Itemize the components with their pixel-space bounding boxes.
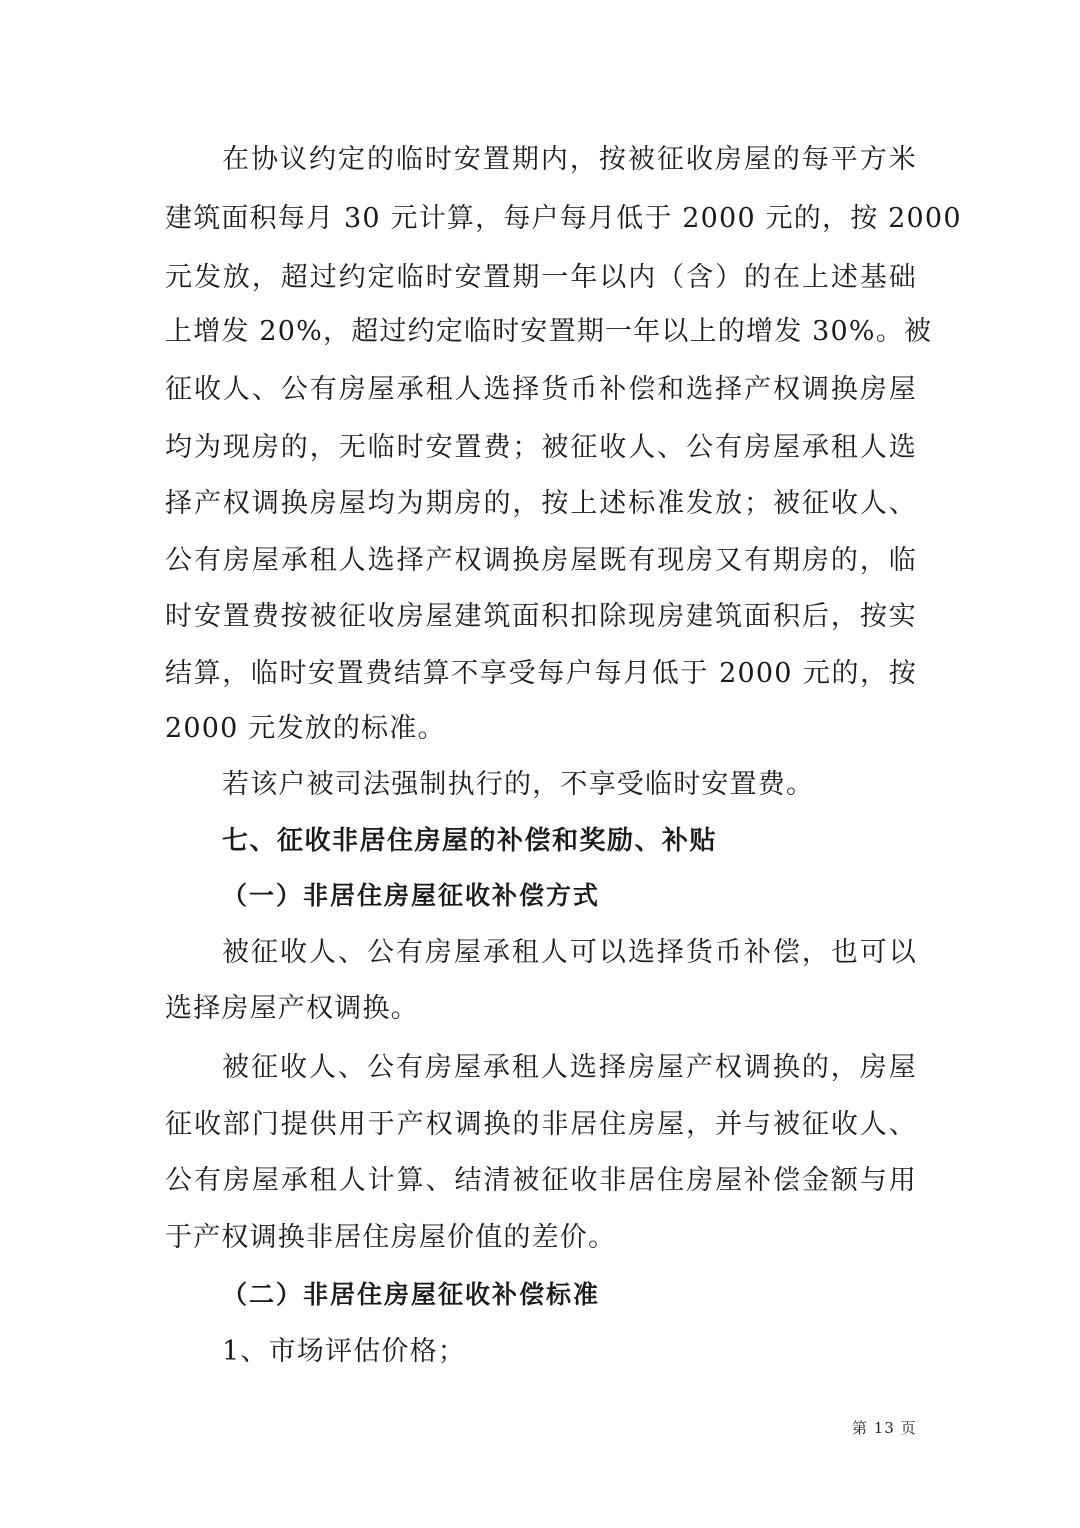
paragraph-1-line-11: 2000 元发放的标准。 — [165, 713, 446, 744]
paragraph-2: 若该户被司法强制执行的，不享受临时安置费。 — [222, 769, 815, 800]
paragraph-1-line-2: 建筑面积每月 30 元计算，每户每月低于 2000 元的，按 2000 — [165, 203, 962, 234]
paragraph-3-line-2: 选择房屋产权调换。 — [165, 993, 419, 1024]
paragraph-4-line-1: 被征收人、公有房屋承租人选择房屋产权调换的，房屋 — [222, 1052, 917, 1083]
paragraph-1-line-10: 结算，临时安置费结算不享受每户每月低于 2000 元的，按 — [165, 658, 917, 689]
paragraph-4-line-2: 征收部门提供用于产权调换的非居住房屋，并与被征收人、 — [165, 1109, 917, 1140]
paragraph-1-line-6: 均为现房的，无临时安置费；被征收人、公有房屋承租人选 — [165, 432, 917, 463]
page-number: 第 13 页 — [852, 1419, 917, 1437]
paragraph-4-line-3: 公有房屋承租人计算、结清被征收非居住房屋补偿金额与用 — [165, 1165, 917, 1196]
paragraph-1-line-7: 择产权调换房屋均为期房的，按上述标准发放；被征收人、 — [165, 488, 917, 519]
paragraph-1-line-1: 在协议约定的临时安置期内，按被征收房屋的每平方米 — [222, 144, 917, 175]
subsection-1-heading: （一）非居住房屋征收补偿方式 — [222, 881, 601, 910]
list-item-1: 1、市场评估价格； — [222, 1336, 466, 1367]
paragraph-1-line-9: 时安置费按被征收房屋建筑面积扣除现房建筑面积后，按实 — [165, 601, 917, 632]
paragraph-1-line-3: 元发放，超过约定临时安置期一年以内（含）的在上述基础 — [165, 262, 917, 293]
paragraph-1-line-5: 征收人、公有房屋承租人选择货币补偿和选择产权调换房屋 — [165, 374, 917, 405]
subsection-2-heading: （二）非居住房屋征收补偿标准 — [222, 1280, 601, 1309]
section-7-heading: 七、征收非居住房屋的补偿和奖励、补贴 — [222, 826, 718, 856]
paragraph-3-line-1: 被征收人、公有房屋承租人可以选择货币补偿，也可以 — [222, 937, 917, 968]
paragraph-1-line-8: 公有房屋承租人选择产权调换房屋既有现房又有期房的，临 — [165, 545, 917, 576]
paragraph-1-line-4: 上增发 20%，超过约定临时安置期一年以上的增发 30%。被 — [165, 316, 933, 347]
paragraph-4-line-4: 于产权调换非居住房屋价值的差价。 — [165, 1222, 617, 1253]
